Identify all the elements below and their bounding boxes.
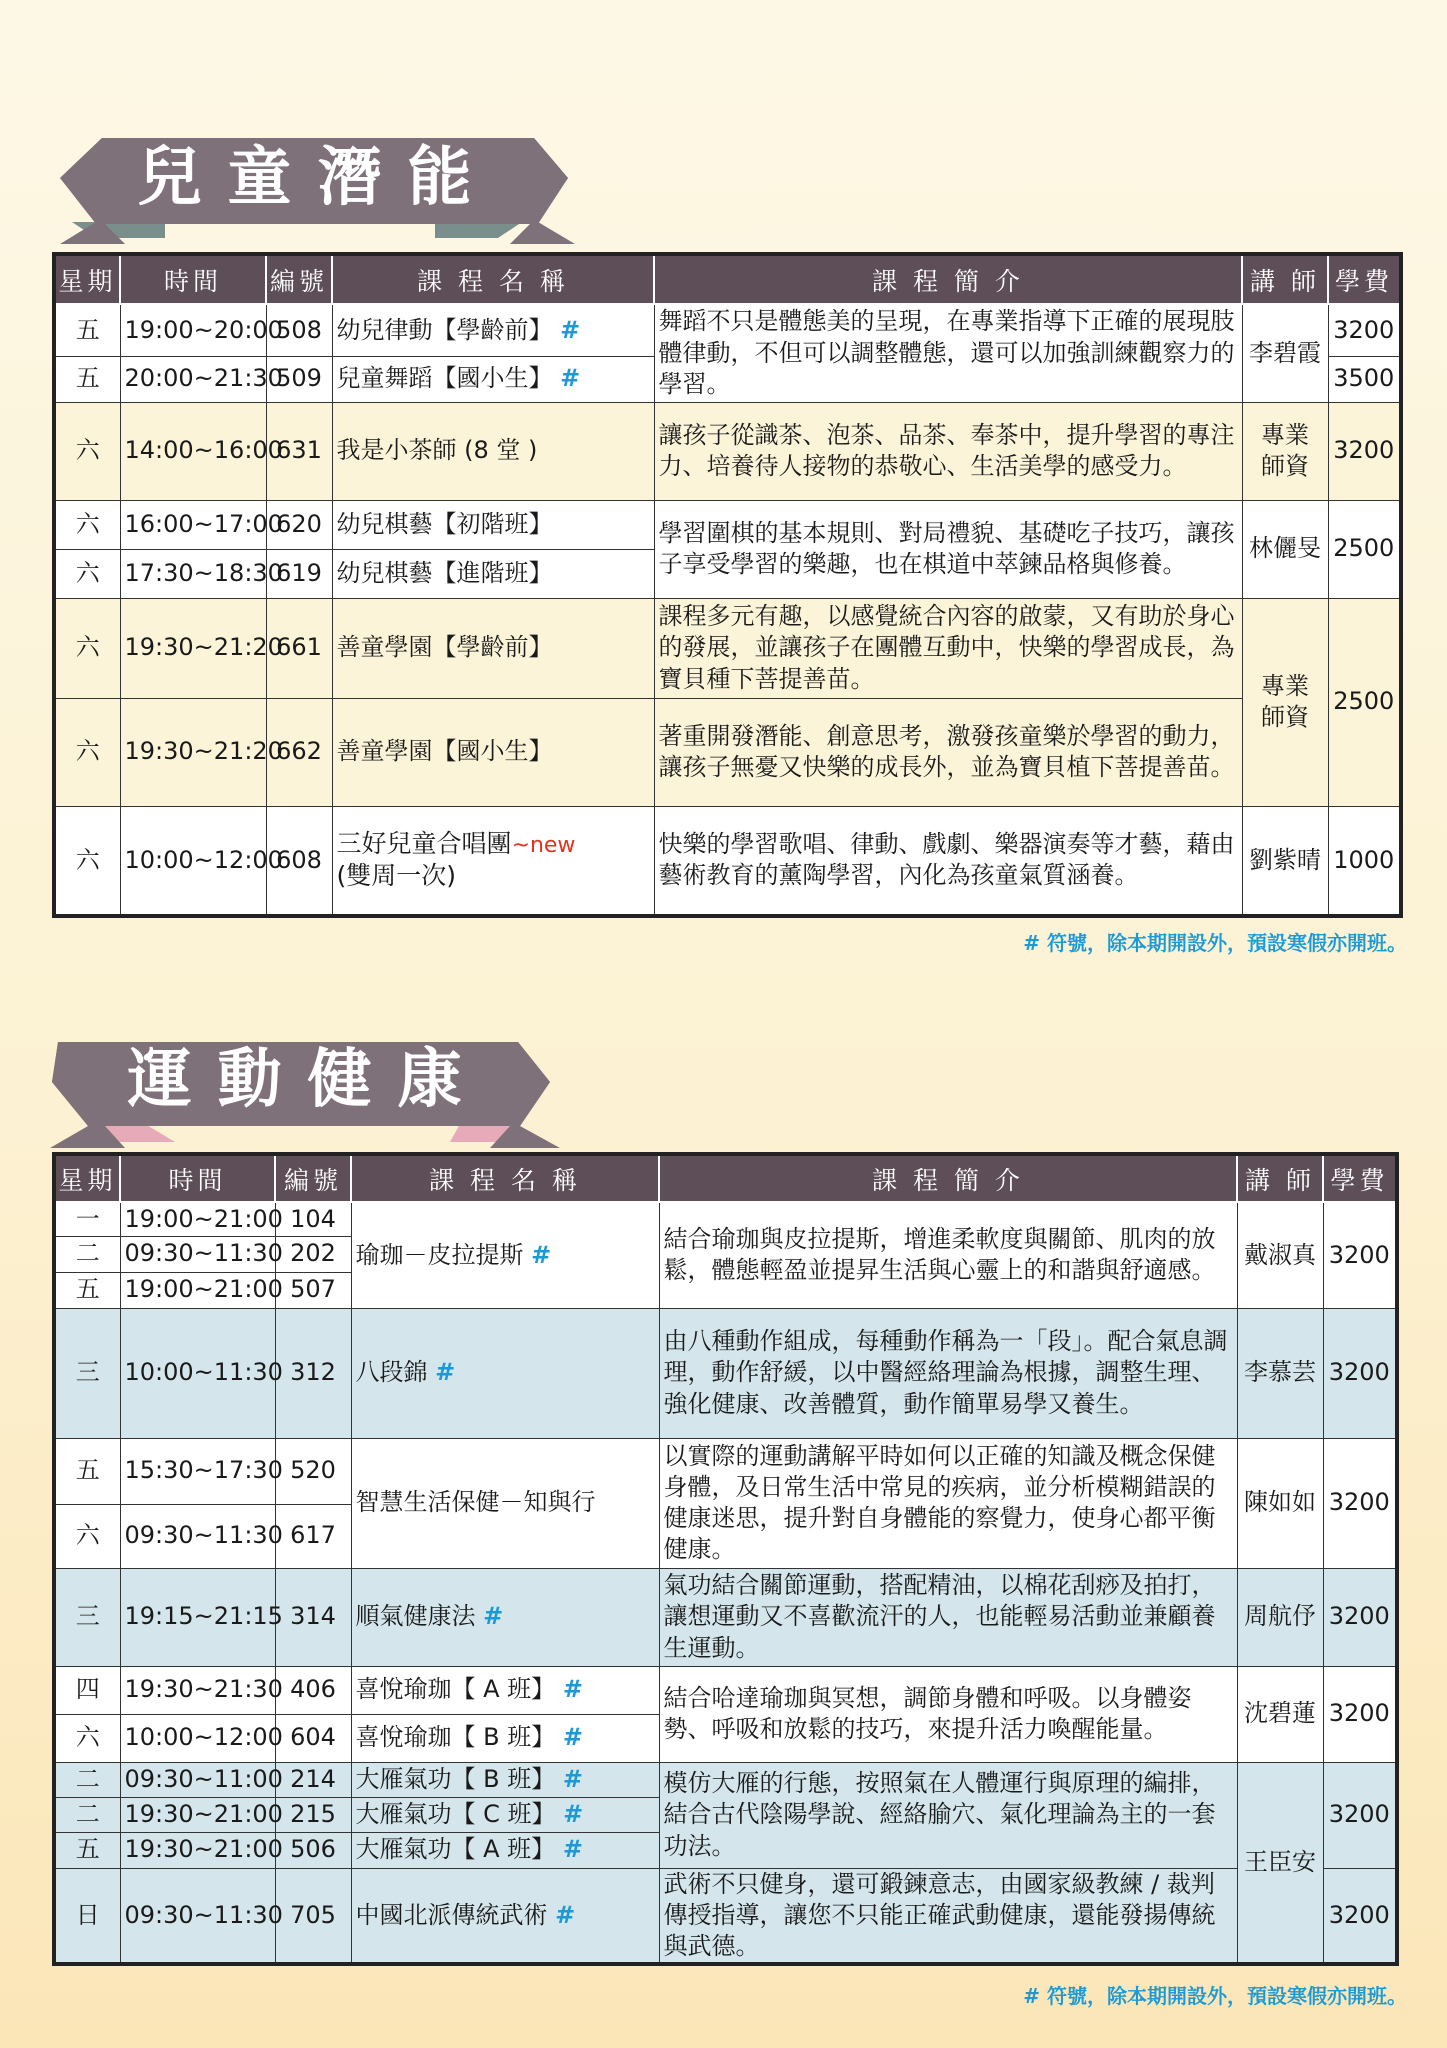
cell-course-desc: 以實際的運動講解平時如何以正確的知識及概念保健身體，及日常生活中常見的疾病，並分析模糊錯誤的健康迷思，提升對自身體能的察覺力，使身心都平衡健康。	[659, 1438, 1237, 1568]
cell-time: 19:00~20:00	[120, 304, 266, 356]
cell-day: 五	[54, 356, 120, 402]
cell-time: 19:15~21:15	[120, 1568, 275, 1666]
cell-teacher: 劉紫晴	[1242, 806, 1328, 916]
cell-fee: 2500	[1328, 598, 1401, 806]
course-name-text: 中國北派傳統武術	[355, 1900, 548, 1929]
cell-course-desc: 快樂的學習歌唱、律動、戲劇、樂器演奏等才藝，藉由藝術教育的薰陶學習，內化為孩童氣質涵養。	[654, 806, 1242, 916]
cell-code: 617	[275, 1504, 351, 1568]
footnote-1: # 符號，除本期開設外，預設寒假亦開班。	[1023, 931, 1407, 955]
cell-course-name: 善童學園【國小生】	[332, 698, 654, 806]
cell-time: 14:00~16:00	[120, 402, 266, 500]
cell-time: 09:30~11:30	[120, 1236, 275, 1272]
cell-day: 六	[54, 500, 120, 549]
table-row	[54, 1868, 1397, 1964]
cell-course-desc: 課程多元有趣，以感覺統合內容的啟蒙，又有助於身心的發展，並讓孩子在團體互動中，快樂的學習成長，為寶貝種下菩提善苗。	[654, 598, 1242, 698]
header-code: 編號	[275, 1154, 351, 1202]
cell-fee: 3200	[1323, 1868, 1397, 1964]
cell-time: 20:00~21:30	[120, 356, 266, 402]
course-name-text: 瑜珈－皮拉提斯	[355, 1240, 524, 1269]
cell-time: 19:30~21:30	[120, 1666, 275, 1714]
cell-time: 19:00~21:00	[120, 1202, 275, 1236]
header-teacher: 講 師	[1242, 254, 1328, 304]
cell-fee: 3200	[1323, 1762, 1397, 1868]
course-name-text: 喜悅瑜珈【 A 班】	[355, 1675, 556, 1704]
hash-mark: #	[531, 1240, 552, 1269]
cell-code: 314	[275, 1568, 351, 1666]
cell-day: 六	[54, 1714, 120, 1762]
hash-mark: #	[563, 1799, 584, 1828]
cell-fee: 3500	[1328, 356, 1401, 402]
cell-course-name: 幼兒棋藝【進階班】	[332, 549, 654, 598]
cell-course-name	[332, 304, 654, 356]
header-time: 時間	[120, 1154, 275, 1202]
cell-fee: 1000	[1328, 806, 1401, 916]
cell-course-desc: 氣功結合關節運動，搭配精油，以棉花刮痧及拍打，讓想運動又不喜歡流汗的人，也能輕易活動並兼顧養生運動。	[659, 1568, 1237, 1666]
cell-day: 六	[54, 598, 120, 698]
cell-day: 六	[54, 1504, 120, 1568]
cell-day: 四	[54, 1666, 120, 1714]
hash-mark: #	[560, 364, 581, 393]
course-name-text: 喜悅瑜珈【 B 班】	[355, 1723, 556, 1752]
cell-code: 620	[266, 500, 332, 549]
cell-code: 508	[266, 304, 332, 356]
cell-fee: 3200	[1323, 1308, 1397, 1438]
cell-course-name	[332, 356, 654, 402]
cell-course-desc: 學習圍棋的基本規則、對局禮貌、基礎吃子技巧，讓孩子享受學習的樂趣，也在棋道中萃鍊品格與修養。	[654, 500, 1242, 598]
cell-course-desc: 舞蹈不只是體態美的呈現，在專業指導下正確的展現肢體律動，不但可以調整體態，還可以加強訓練觀察力的學習。	[654, 304, 1242, 402]
cell-day: 六	[54, 402, 120, 500]
table-row	[54, 806, 1401, 916]
cell-time: 10:00~12:00	[120, 1714, 275, 1762]
cell-course-name	[351, 1568, 659, 1666]
cell-fee: 3200	[1328, 402, 1401, 500]
table-row	[54, 1762, 1397, 1797]
cell-fee: 3200	[1323, 1568, 1397, 1666]
cell-code: 705	[275, 1868, 351, 1964]
cell-time: 19:30~21:20	[120, 598, 266, 698]
course-name-subtext: (雙周一次)	[336, 861, 457, 891]
cell-code: 509	[266, 356, 332, 402]
cell-teacher: 李碧霞	[1242, 304, 1328, 402]
cell-code: 507	[275, 1272, 351, 1308]
header-day: 星期	[54, 254, 120, 304]
cell-course-name	[351, 1308, 659, 1438]
hash-mark: #	[483, 1602, 504, 1631]
cell-fee: 3200	[1323, 1438, 1397, 1568]
table-row	[54, 698, 1401, 806]
cell-code: 520	[275, 1438, 351, 1504]
course-name-text: 順氣健康法	[355, 1602, 476, 1631]
cell-teacher: 專業師資	[1242, 402, 1328, 500]
cell-day: 六	[54, 549, 120, 598]
cell-code: 406	[275, 1666, 351, 1714]
cell-code: 202	[275, 1236, 351, 1272]
cell-time: 10:00~11:30	[120, 1308, 275, 1438]
table-row	[54, 598, 1401, 698]
cell-course-desc: 著重開發潛能、創意思考，激發孩童樂於學習的動力，讓孩子無憂又快樂的成長外，並為寶貝植下菩提善苗。	[654, 698, 1242, 806]
cell-day: 二	[54, 1236, 120, 1272]
cell-course-desc: 結合瑜珈與皮拉提斯，增進柔軟度與關節、肌肉的放鬆，體態輕盈並提昇生活與心靈上的和諧與舒適感。	[659, 1202, 1237, 1308]
header-course-name: 課 程 名 稱	[351, 1154, 659, 1202]
cell-teacher: 專業師資	[1242, 598, 1328, 806]
cell-code: 662	[266, 698, 332, 806]
cell-time: 19:30~21:20	[120, 698, 266, 806]
cell-course-desc: 武術不只健身，還可鍛鍊意志，由國家級教練 / 裁判傳授指導，讓您不只能正確武動健康，還能發揚傳統與武德。	[659, 1868, 1237, 1964]
cell-code: 631	[266, 402, 332, 500]
cell-day: 二	[54, 1797, 120, 1832]
cell-code: 608	[266, 806, 332, 916]
course-name-text: 三好兒童合唱團	[336, 828, 512, 858]
cell-time: 15:30~17:30	[120, 1438, 275, 1504]
hash-mark: #	[560, 315, 581, 344]
cell-course-desc: 讓孩子從識茶、泡茶、品茶、奉茶中，提升學習的專注力、培養待人接物的恭敬心、生活美學的感受力。	[654, 402, 1242, 500]
footnote-2: # 符號，除本期開設外，預設寒假亦開班。	[1023, 1984, 1407, 2008]
cell-day: 六	[54, 806, 120, 916]
cell-code: 604	[275, 1714, 351, 1762]
section2-banner	[50, 1038, 565, 1148]
cell-course-name	[351, 1868, 659, 1964]
cell-time: 09:30~11:30	[120, 1504, 275, 1568]
cell-code: 214	[275, 1762, 351, 1797]
hash-mark: #	[562, 1764, 583, 1793]
course-name-text: 大雁氣功【 C 班】	[355, 1799, 556, 1828]
cell-course-name	[351, 1797, 659, 1832]
header-course-name: 課 程 名 稱	[332, 254, 654, 304]
cell-time: 10:00~12:00	[120, 806, 266, 916]
cell-day: 五	[54, 1272, 120, 1308]
hash-mark: #	[435, 1358, 456, 1387]
cell-day: 三	[54, 1308, 120, 1438]
table-row	[54, 1202, 1397, 1236]
cell-time: 17:30~18:30	[120, 549, 266, 598]
course-name-text: 兒童舞蹈【國小生】	[336, 364, 553, 393]
cell-course-name	[351, 1762, 659, 1797]
cell-teacher: 戴淑真	[1237, 1202, 1323, 1308]
course-name-text: 大雁氣功【 A 班】	[355, 1835, 556, 1864]
course-name-text: 大雁氣功【 B 班】	[355, 1764, 556, 1793]
hash-mark: #	[555, 1900, 576, 1929]
cell-day: 二	[54, 1762, 120, 1797]
cell-day: 五	[54, 304, 120, 356]
cell-code: 215	[275, 1797, 351, 1832]
cell-code: 619	[266, 549, 332, 598]
cell-teacher: 王臣安	[1237, 1762, 1323, 1964]
hash-mark: #	[562, 1835, 583, 1864]
cell-day: 五	[54, 1832, 120, 1868]
header-teacher: 講 師	[1237, 1154, 1323, 1202]
cell-time: 09:30~11:00	[120, 1762, 275, 1797]
table-row	[54, 304, 1401, 356]
cell-course-desc: 結合哈達瑜珈與冥想，調節身體和呼吸。以身體姿勢、呼吸和放鬆的技巧，來提升活力喚醒能量。	[659, 1666, 1237, 1762]
header-course-desc: 課 程 簡 介	[654, 254, 1242, 304]
cell-day: 三	[54, 1568, 120, 1666]
course-name-text: 幼兒律動【學齡前】	[336, 315, 553, 344]
header-fee: 學費	[1328, 254, 1401, 304]
course-name-text: 八段錦	[355, 1358, 428, 1387]
cell-course-name: 智慧生活保健－知與行	[351, 1438, 659, 1568]
cell-fee: 3200	[1328, 304, 1401, 356]
cell-teacher: 沈碧蓮	[1237, 1666, 1323, 1762]
cell-day: 六	[54, 698, 120, 806]
table-row	[54, 1438, 1397, 1504]
table-row	[54, 1308, 1397, 1438]
cell-day: 一	[54, 1202, 120, 1236]
table-row	[54, 402, 1401, 500]
cell-day: 五	[54, 1438, 120, 1504]
table-row	[54, 500, 1401, 549]
cell-teacher: 陳如如	[1237, 1438, 1323, 1568]
children-course-table	[52, 252, 1403, 918]
cell-day: 日	[54, 1868, 120, 1964]
header-day: 星期	[54, 1154, 120, 1202]
table-header-row	[54, 254, 1401, 304]
section1-banner	[60, 134, 575, 244]
cell-teacher: 林儷旻	[1242, 500, 1328, 598]
cell-code: 661	[266, 598, 332, 698]
cell-teacher: 周航伃	[1237, 1568, 1323, 1666]
cell-course-name: 幼兒棋藝【初階班】	[332, 500, 654, 549]
cell-course-name	[351, 1714, 659, 1762]
cell-fee: 3200	[1323, 1666, 1397, 1762]
cell-course-name	[351, 1202, 659, 1308]
cell-course-desc: 由八種動作組成，每種動作稱為一「段」。配合氣息調理，動作舒緩，以中醫經絡理論為根據，調整生理、強化健康、改善體質，動作簡單易學又養生。	[659, 1308, 1237, 1438]
cell-course-name	[332, 806, 654, 916]
cell-code: 104	[275, 1202, 351, 1236]
header-fee: 學費	[1323, 1154, 1397, 1202]
cell-time: 16:00~17:00	[120, 500, 266, 549]
new-badge: ~new	[511, 832, 576, 858]
cell-time: 19:30~21:00	[120, 1797, 275, 1832]
header-code: 編號	[266, 254, 332, 304]
section1-title: 兒童潛能	[137, 141, 498, 215]
table-row	[54, 1568, 1397, 1666]
cell-code: 506	[275, 1832, 351, 1868]
cell-course-desc: 模仿大雁的行態，按照氣在人體運行與原理的編排，結合古代陰陽學說、經絡腧穴、氣化理論為主的一套功法。	[659, 1762, 1237, 1868]
cell-course-name: 善童學園【學齡前】	[332, 598, 654, 698]
cell-course-name: 我是小茶師 (8 堂 )	[332, 402, 654, 500]
cell-teacher: 李慕芸	[1237, 1308, 1323, 1438]
cell-course-name	[351, 1832, 659, 1868]
cell-code: 312	[275, 1308, 351, 1438]
header-course-desc: 課 程 簡 介	[659, 1154, 1237, 1202]
table-header-row	[54, 1154, 1397, 1202]
header-time: 時間	[120, 254, 266, 304]
hash-mark: #	[562, 1675, 583, 1704]
cell-fee: 2500	[1328, 500, 1401, 598]
cell-fee: 3200	[1323, 1202, 1397, 1308]
cell-time: 19:00~21:00	[120, 1272, 275, 1308]
cell-course-name	[351, 1666, 659, 1714]
cell-time: 19:30~21:00	[120, 1832, 275, 1868]
cell-time: 09:30~11:30	[120, 1868, 275, 1964]
section2-title: 運動健康	[127, 1043, 488, 1117]
table-row	[54, 1666, 1397, 1714]
hash-mark: #	[562, 1723, 583, 1752]
sports-health-table	[52, 1152, 1399, 1966]
